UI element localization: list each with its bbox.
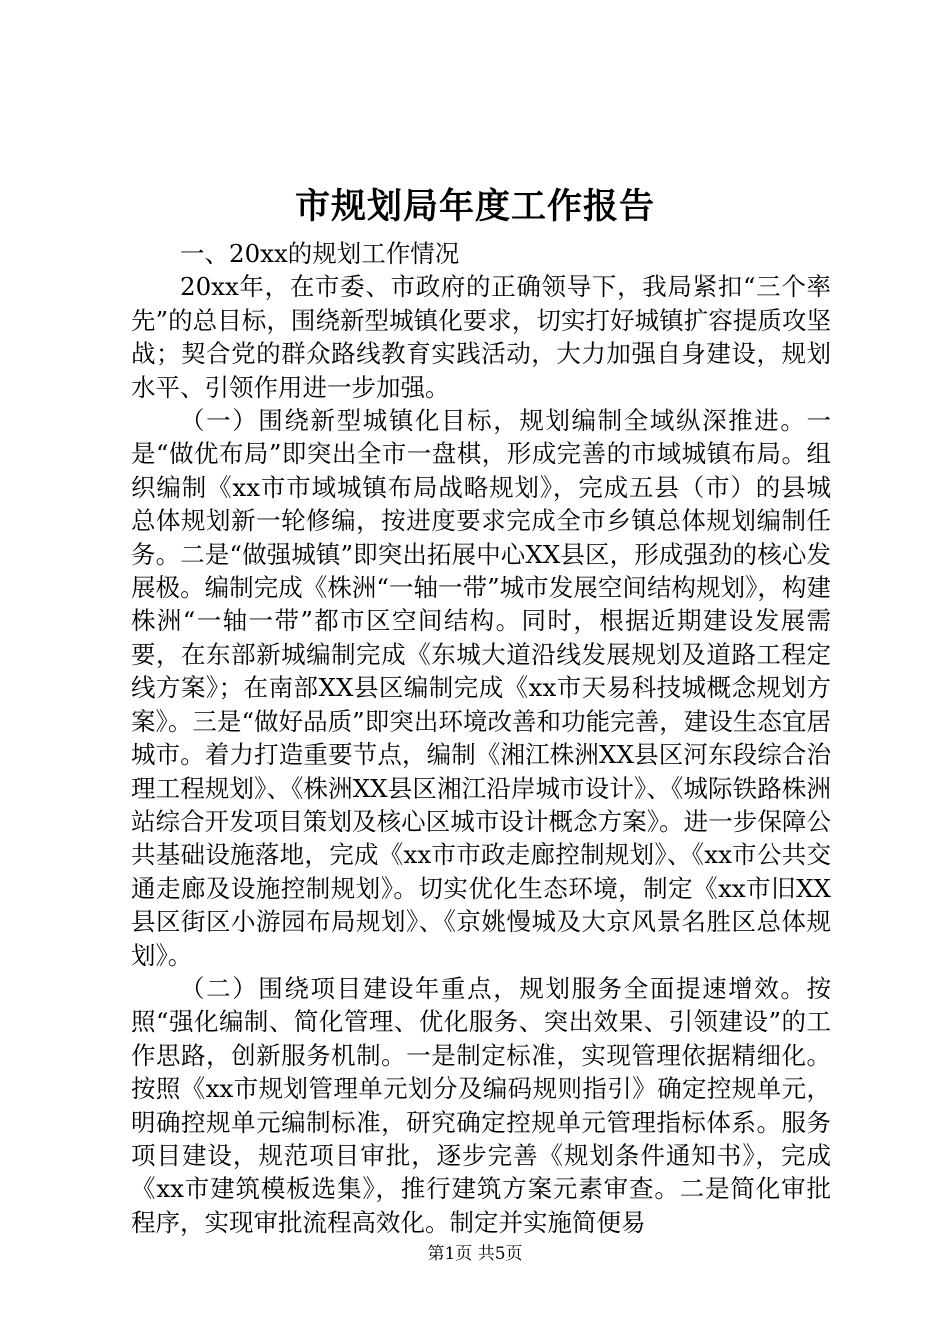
- document-title: 市规划局年度工作报告: [294, 186, 655, 227]
- paragraph-service: （二）围绕项目建设年重点，规划服务全面提速增效。按照“强化编制、简化管理、优化服务、突出效果、引领建设”的工作思路，创新服务机制。一是制定标准，实现管理依据精细化。按照《xx市规划管理单元划分及编码规则指引》确定控规单元，明确控规单元编制标准，研究确定控规单元管理指标体系。服务项目建设，规范项目审批，逐步完善《规划条件通知书》，完成《xx市建筑模板选集》，推行建筑方案元素审查。二是简化审批程序，实现审批流程高效化。制定并实施简便易: [131, 973, 831, 1237]
- paragraph-intro: 20xx年，在市委、市政府的正确领导下，我局紧扣“三个率先”的总目标，围绕新型城镇化要求，切实打好城镇扩容提质攻坚战；契合党的群众路线教育实践活动，大力加强自身建设，规划水平、引领作用进一步加强。: [131, 272, 831, 402]
- page-footer: 第1页 共5页: [427, 1244, 523, 1264]
- section-heading: 一、20xx的规划工作情况: [180, 239, 460, 268]
- document-body: [131, 237, 831, 1239]
- paragraph-planning: （一）围绕新型城镇化目标，规划编制全域纵深推进。一是“做优布局”即突出全市一盘棋，形成完善的市域城镇布局。组织编制《xx市市域城镇布局战略规划》，完成五县（市）的县城总体规划新一轮修编，按进度要求完成全市乡镇总体规划编制任务。二是“做强城镇”即突出拓展中心XX县区，形成强劲的核心发展极。编制完成《株洲“一轴一带”城市发展空间结构规划》，构建株洲“一轴一带”都市区空间结构。同时，根据近期建设发展需要，在东部新城编制完成《东城大道沿线发展规划及道路工程定线方案》；在南部XX县区编制完成《xx市天易科技城概念规划方案》。三是“做好品质”即突出环境改善和功能完善，建设生态宜居城市。着力打造重要节点，编制《湘江株洲XX县区河东段综合治理工程规划》、《株洲XX县区湘江沿岸城市设计》、《城际铁路株洲站综合开发项目策划及核心区城市设计概念方案》。进一步保障公共基础设施落地，完成《xx市市政走廊控制规划》、《xx市公共交通走廊及设施控制规划》。切实优化生态环境，制定《xx市旧XX县区街区小游园布局规划》、《京姚慢城及大京风景名胜区总体规划》。: [131, 406, 831, 970]
